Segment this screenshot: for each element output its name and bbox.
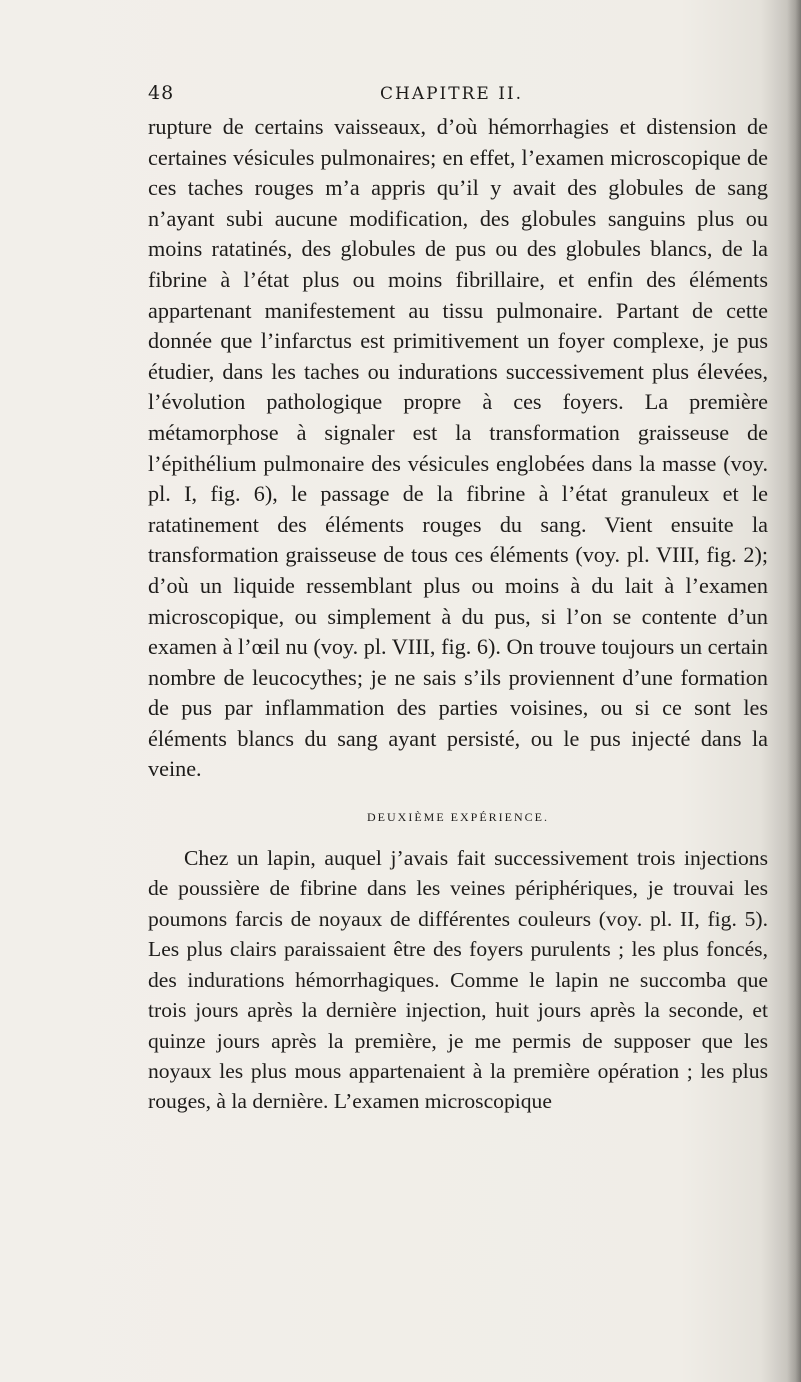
paragraph-2: Chez un lapin, auquel j’avais fait successivement trois injections de poussière de fibrine dans les veines périphériques, je trouvai les poumons farcis de noyaux de différentes couleurs (voy. pl. II, fig. 5). Les plus clairs paraissaient être des foyers purulents ; les plus foncés, des indurations hémorrhagiques. Comme le lapin ne succomba que trois jours après la dernière injection, huit jours après la seconde, et quinze jours après la première, je me permis de supposer que les noyaux les plus mous appartenaient à la première opération ; les plus rouges, à la dernière. L’examen microscopique — [148, 846, 768, 1114]
body-text — [148, 112, 768, 1117]
page-edge-shadow — [787, 0, 801, 1382]
running-head: CHAPITRE II. — [380, 84, 524, 104]
page-number: 48 — [148, 82, 175, 104]
section-heading: DEUXIÈME EXPÉRIENCE. — [367, 810, 549, 825]
page-header — [148, 82, 768, 112]
paragraph-1: rupture de certains vaisseaux, d’où hémorrhagies et distension de certaines vésicules pulmonaires; en effet, l’examen microscopique de ces taches rouges m’a appris qu’il y avait des globules de sang n’ayant subi aucune modification, des globules sanguins plus ou moins ratatinés, des globules de pus ou des globules blancs, de la fibrine à l’état plus ou moins fibrillaire, et enfin des éléments appartenant manifestement au tissu pulmonaire. Partant de cette donnée que l’infarctus est primitivement un foyer complexe, je pus étudier, dans les taches ou indurations successivement plus élevées, l’évolution pathologique propre à ces foyers. La première métamorphose à signaler est la transformation graisseuse de l’épithélium pulmonaire des vésicules englobées dans la masse (voy. pl. I, fig. 6), le passage de la fibrine à l’état granuleux et le ratatinement des éléments rouges du sang. Vient ensuite la transformation graisseuse de tous ces éléments (voy. pl. VIII, fig. 2); d’où un liquide ressemblant plus ou moins à du lait à l’examen microscopique, ou simplement à du pus, si l’on se contente d’un examen à l’œil nu (voy. pl. VIII, fig. 6). On trouve toujours un certain nombre de leucocythes; je ne sais s’ils proviennent d’une formation de pus par inflammation des parties voisines, ou si ce sont les éléments blancs du sang ayant persisté, ou le pus injecté dans la veine. — [148, 114, 768, 782]
